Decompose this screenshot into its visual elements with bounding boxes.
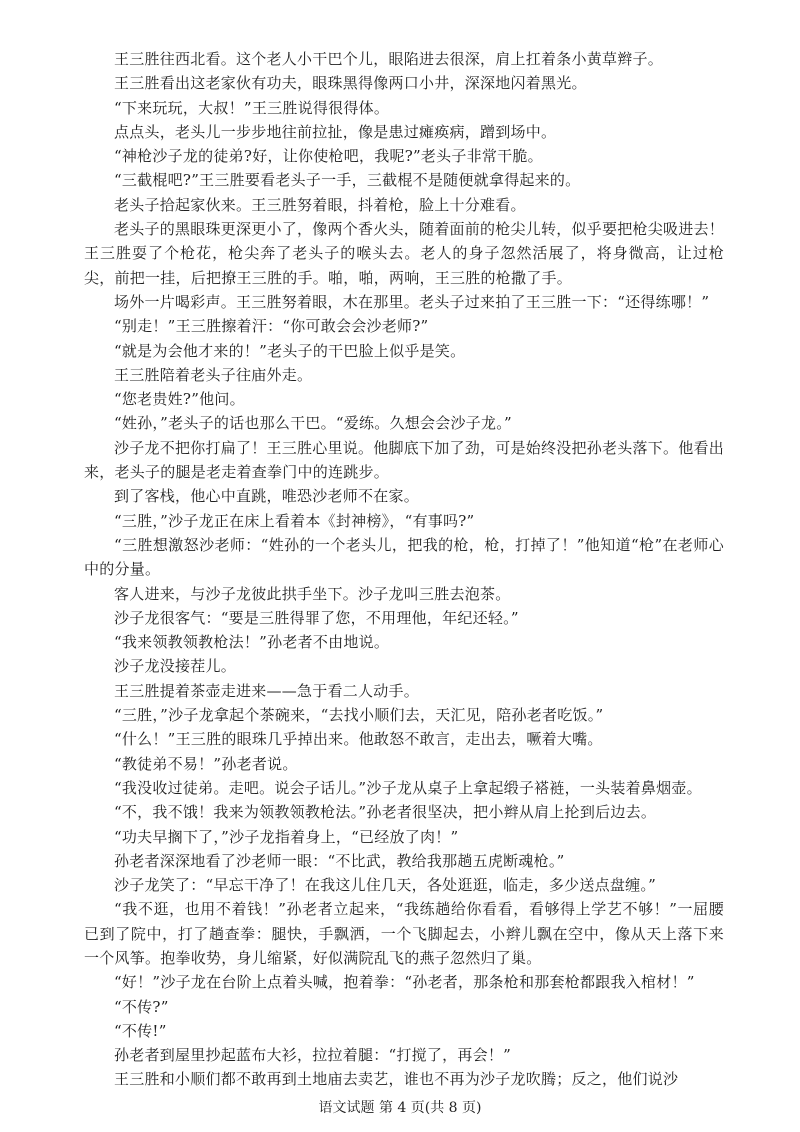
story-paragraph: 孙老者到屋里抄起蓝布大衫，拉拉着腿：“打搅了，再会！”: [114, 1046, 512, 1065]
page-footer: 语文试题 第 4 页(共 8 页): [318, 1100, 482, 1116]
story-paragraph: 王三胜往西北看。这个老人小干巴个儿，眼陷进去很深，肩上扛着条小黄草辫子。: [114, 50, 664, 68]
story-paragraph: “我来领教领教枪法！”孙老者不由地说。: [114, 633, 390, 652]
story-paragraph: “教徒弟不易！”孙老者说。: [114, 754, 298, 773]
story-paragraph: 沙子龙不把你打扁了！王三胜心里说。他脚底下加了劲，可是始终没把孙老头落下。他看出来，老头子的腿是老走着查拳门中的连跳步。: [84, 438, 725, 482]
story-paragraph: “好！”沙子龙在台阶上点着头喊，抱着拳：“孙老者，那条枪和那套枪都跟我入棺材！”: [114, 973, 695, 992]
story-paragraph: 王三胜提着茶壶走进来——急于看二人动手。: [114, 681, 420, 700]
story-paragraph: “三胜，”沙子龙拿起个茶碗来，“去找小顺们去，天汇见，陪孙老者吃饭。”: [114, 706, 604, 725]
story-paragraph: “不传?”: [114, 997, 169, 1016]
story-paragraph: “三胜想激怒沙老师：“姓孙的一个老头儿，把我的枪，枪，打掉了！”他知道“枪”在老师心中的分量。: [84, 535, 724, 579]
story-paragraph: 点点头，老头儿一步步地往前拉扯，像是患过瘫痪病，蹭到场中。: [114, 122, 557, 141]
story-paragraph: “我不逛，也用不着钱！”孙老者立起来，“我练趟给你看看，看够得上学艺不够！”一屈腰已到了院中，打了趟查拳：腿快，手飘洒，一个飞脚起去，小辫儿飘在空中，像从天上落下来一个风筝。抱拳收势，身儿缩紧，好似满院乱飞的燕子忽然归了巢。: [84, 900, 724, 967]
story-paragraph: “不，我不饿！我来为领教领教枪法。”孙老者很坚决，把小辫从肩上抡到后边去。: [114, 803, 657, 822]
story-paragraph: “我没收过徒弟。走吧。说会子话儿。”沙子龙从桌子上拿起缎子褡裢，一头装着鼻烟壶。: [114, 778, 702, 797]
story-paragraph: “姓孙，”老头子的话也那么干巴。“爱练。久想会会沙子龙。”: [114, 414, 512, 433]
story-paragraph: 沙子龙没接茬儿。: [114, 657, 237, 676]
story-paragraph: 沙子龙笑了：“早忘干净了！在我这儿住几天，各处逛逛，临走，多少送点盘缠。”: [114, 876, 657, 895]
story-paragraph: 沙子龙很客气：“要是三胜得罪了您，不用理他，年纪还轻。”: [114, 608, 519, 627]
story-paragraph: 王三胜陪着老头子往庙外走。: [114, 365, 313, 384]
story-paragraph: “三截棍吧?”王三胜要看老头子一手，三截棍不是随便就拿得起来的。: [114, 171, 581, 190]
story-text: [84, 47, 724, 1092]
story-paragraph: 到了客栈，他心中直跳，唯恐沙老师不在家。: [114, 487, 420, 506]
story-paragraph: 王三胜看出这老家伙有功夫，眼珠黑得像两口小井，深深地闪着黑光。: [114, 74, 587, 93]
story-paragraph: 孙老者深深地看了沙老师一眼：“不比武，教给我那趟五虎断魂枪。”: [114, 851, 565, 870]
story-paragraph: 老头子的黑眼珠更深更小了，像两个香火头，随着面前的枪尖儿转，似乎要把枪尖吸进去！王三胜耍了个枪花，枪尖奔了老头子的喉头去。老人的身子忽然活展了，将身微高，让过枪尖，前把一挂，后把撩王三胜的手。啪，啪，两响，王三胜的枪撒了手。: [84, 220, 725, 287]
story-paragraph: “您老贵姓?”他问。: [114, 390, 245, 409]
story-paragraph: “什么！”王三胜的眼珠几乎掉出来。他敢怒不敢言，走出去，噘着大嘴。: [114, 730, 603, 749]
story-paragraph: 老头子拾起家伙来。王三胜努着眼，抖着枪，脸上十分难看。: [114, 195, 526, 214]
story-paragraph: 王三胜和小顺们都不敢再到土地庙去卖艺，谁也不再为沙子龙吹腾；反之，他们说沙: [114, 1070, 679, 1089]
story-paragraph: “别走！”王三胜擦着汗：“你可敢会会沙老师?”: [114, 317, 429, 336]
story-paragraph: 场外一片喝彩声。王三胜努着眼，木在那里。老头子过来拍了王三胜一下：“还得练哪！”: [114, 292, 710, 311]
story-paragraph: “神枪沙子龙的徒弟?好，让你使枪吧，我呢?”老头子非常干脆。: [114, 147, 543, 166]
story-paragraph: “下来玩玩，大叔！”王三胜说得很得体。: [114, 98, 390, 117]
story-paragraph: “功夫早搁下了，”沙子龙指着身上，“已经放了肉！”: [114, 827, 459, 846]
story-paragraph: 客人进来，与沙子龙彼此拱手坐下。沙子龙叫三胜去泡茶。: [114, 584, 511, 603]
story-paragraph: “三胜，”沙子龙正在床上看着本《封神榜》，“有事吗?”: [114, 511, 475, 530]
story-paragraph: “不传!”: [114, 1021, 167, 1040]
story-paragraph: “就是为会他才来的！”老头子的干巴脸上似乎是笑。: [114, 341, 466, 360]
